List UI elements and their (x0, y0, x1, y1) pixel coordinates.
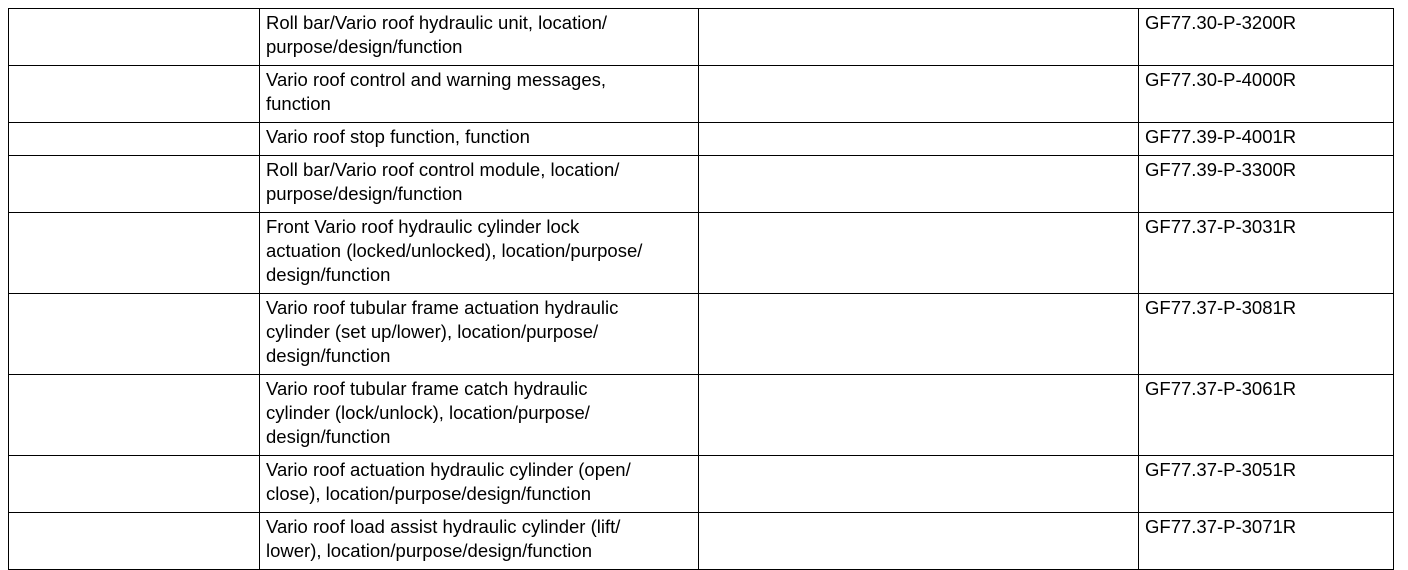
empty-cell (9, 294, 260, 375)
empty-cell (9, 513, 260, 570)
empty-cell (9, 156, 260, 213)
empty-cell (699, 213, 1139, 294)
empty-cell (699, 375, 1139, 456)
description-cell: Vario roof control and warning messages, function (260, 66, 699, 123)
reference-cell: GF77.37-P-3061R (1139, 375, 1394, 456)
empty-cell (9, 123, 260, 156)
reference-cell: GF77.37-P-3081R (1139, 294, 1394, 375)
description-cell: Front Vario roof hydraulic cylinder lock actuation (locked/unlocked), location/purpose/ design/function (260, 213, 699, 294)
table-row (9, 156, 1394, 213)
empty-cell (9, 375, 260, 456)
table-row (9, 375, 1394, 456)
description-cell: Vario roof tubular frame catch hydraulic cylinder (lock/unlock), location/purpose/ design/function (260, 375, 699, 456)
description-cell: Vario roof tubular frame actuation hydraulic cylinder (set up/lower), location/purpose/ design/function (260, 294, 699, 375)
empty-cell (699, 9, 1139, 66)
table-row (9, 66, 1394, 123)
table-row (9, 9, 1394, 66)
empty-cell (9, 9, 260, 66)
table-row (9, 294, 1394, 375)
reference-cell: GF77.30-P-3200R (1139, 9, 1394, 66)
table-row (9, 456, 1394, 513)
reference-cell: GF77.37-P-3051R (1139, 456, 1394, 513)
description-cell: Vario roof load assist hydraulic cylinder (lift/ lower), location/purpose/design/function (260, 513, 699, 570)
description-cell: Roll bar/Vario roof control module, location/ purpose/design/function (260, 156, 699, 213)
empty-cell (699, 156, 1139, 213)
description-cell: Vario roof actuation hydraulic cylinder (open/ close), location/purpose/design/function (260, 456, 699, 513)
reference-cell: GF77.37-P-3071R (1139, 513, 1394, 570)
description-cell: Roll bar/Vario roof hydraulic unit, location/ purpose/design/function (260, 9, 699, 66)
table-row (9, 123, 1394, 156)
empty-cell (699, 66, 1139, 123)
empty-cell (9, 66, 260, 123)
empty-cell (699, 513, 1139, 570)
description-cell: Vario roof stop function, function (260, 123, 699, 156)
reference-cell: GF77.39-P-3300R (1139, 156, 1394, 213)
empty-cell (699, 456, 1139, 513)
empty-cell (699, 294, 1139, 375)
empty-cell (699, 123, 1139, 156)
reference-cell: GF77.37-P-3031R (1139, 213, 1394, 294)
reference-cell: GF77.39-P-4001R (1139, 123, 1394, 156)
reference-cell: GF77.30-P-4000R (1139, 66, 1394, 123)
table-row (9, 513, 1394, 570)
empty-cell (9, 456, 260, 513)
empty-cell (9, 213, 260, 294)
reference-table (8, 8, 1394, 570)
table-row (9, 213, 1394, 294)
